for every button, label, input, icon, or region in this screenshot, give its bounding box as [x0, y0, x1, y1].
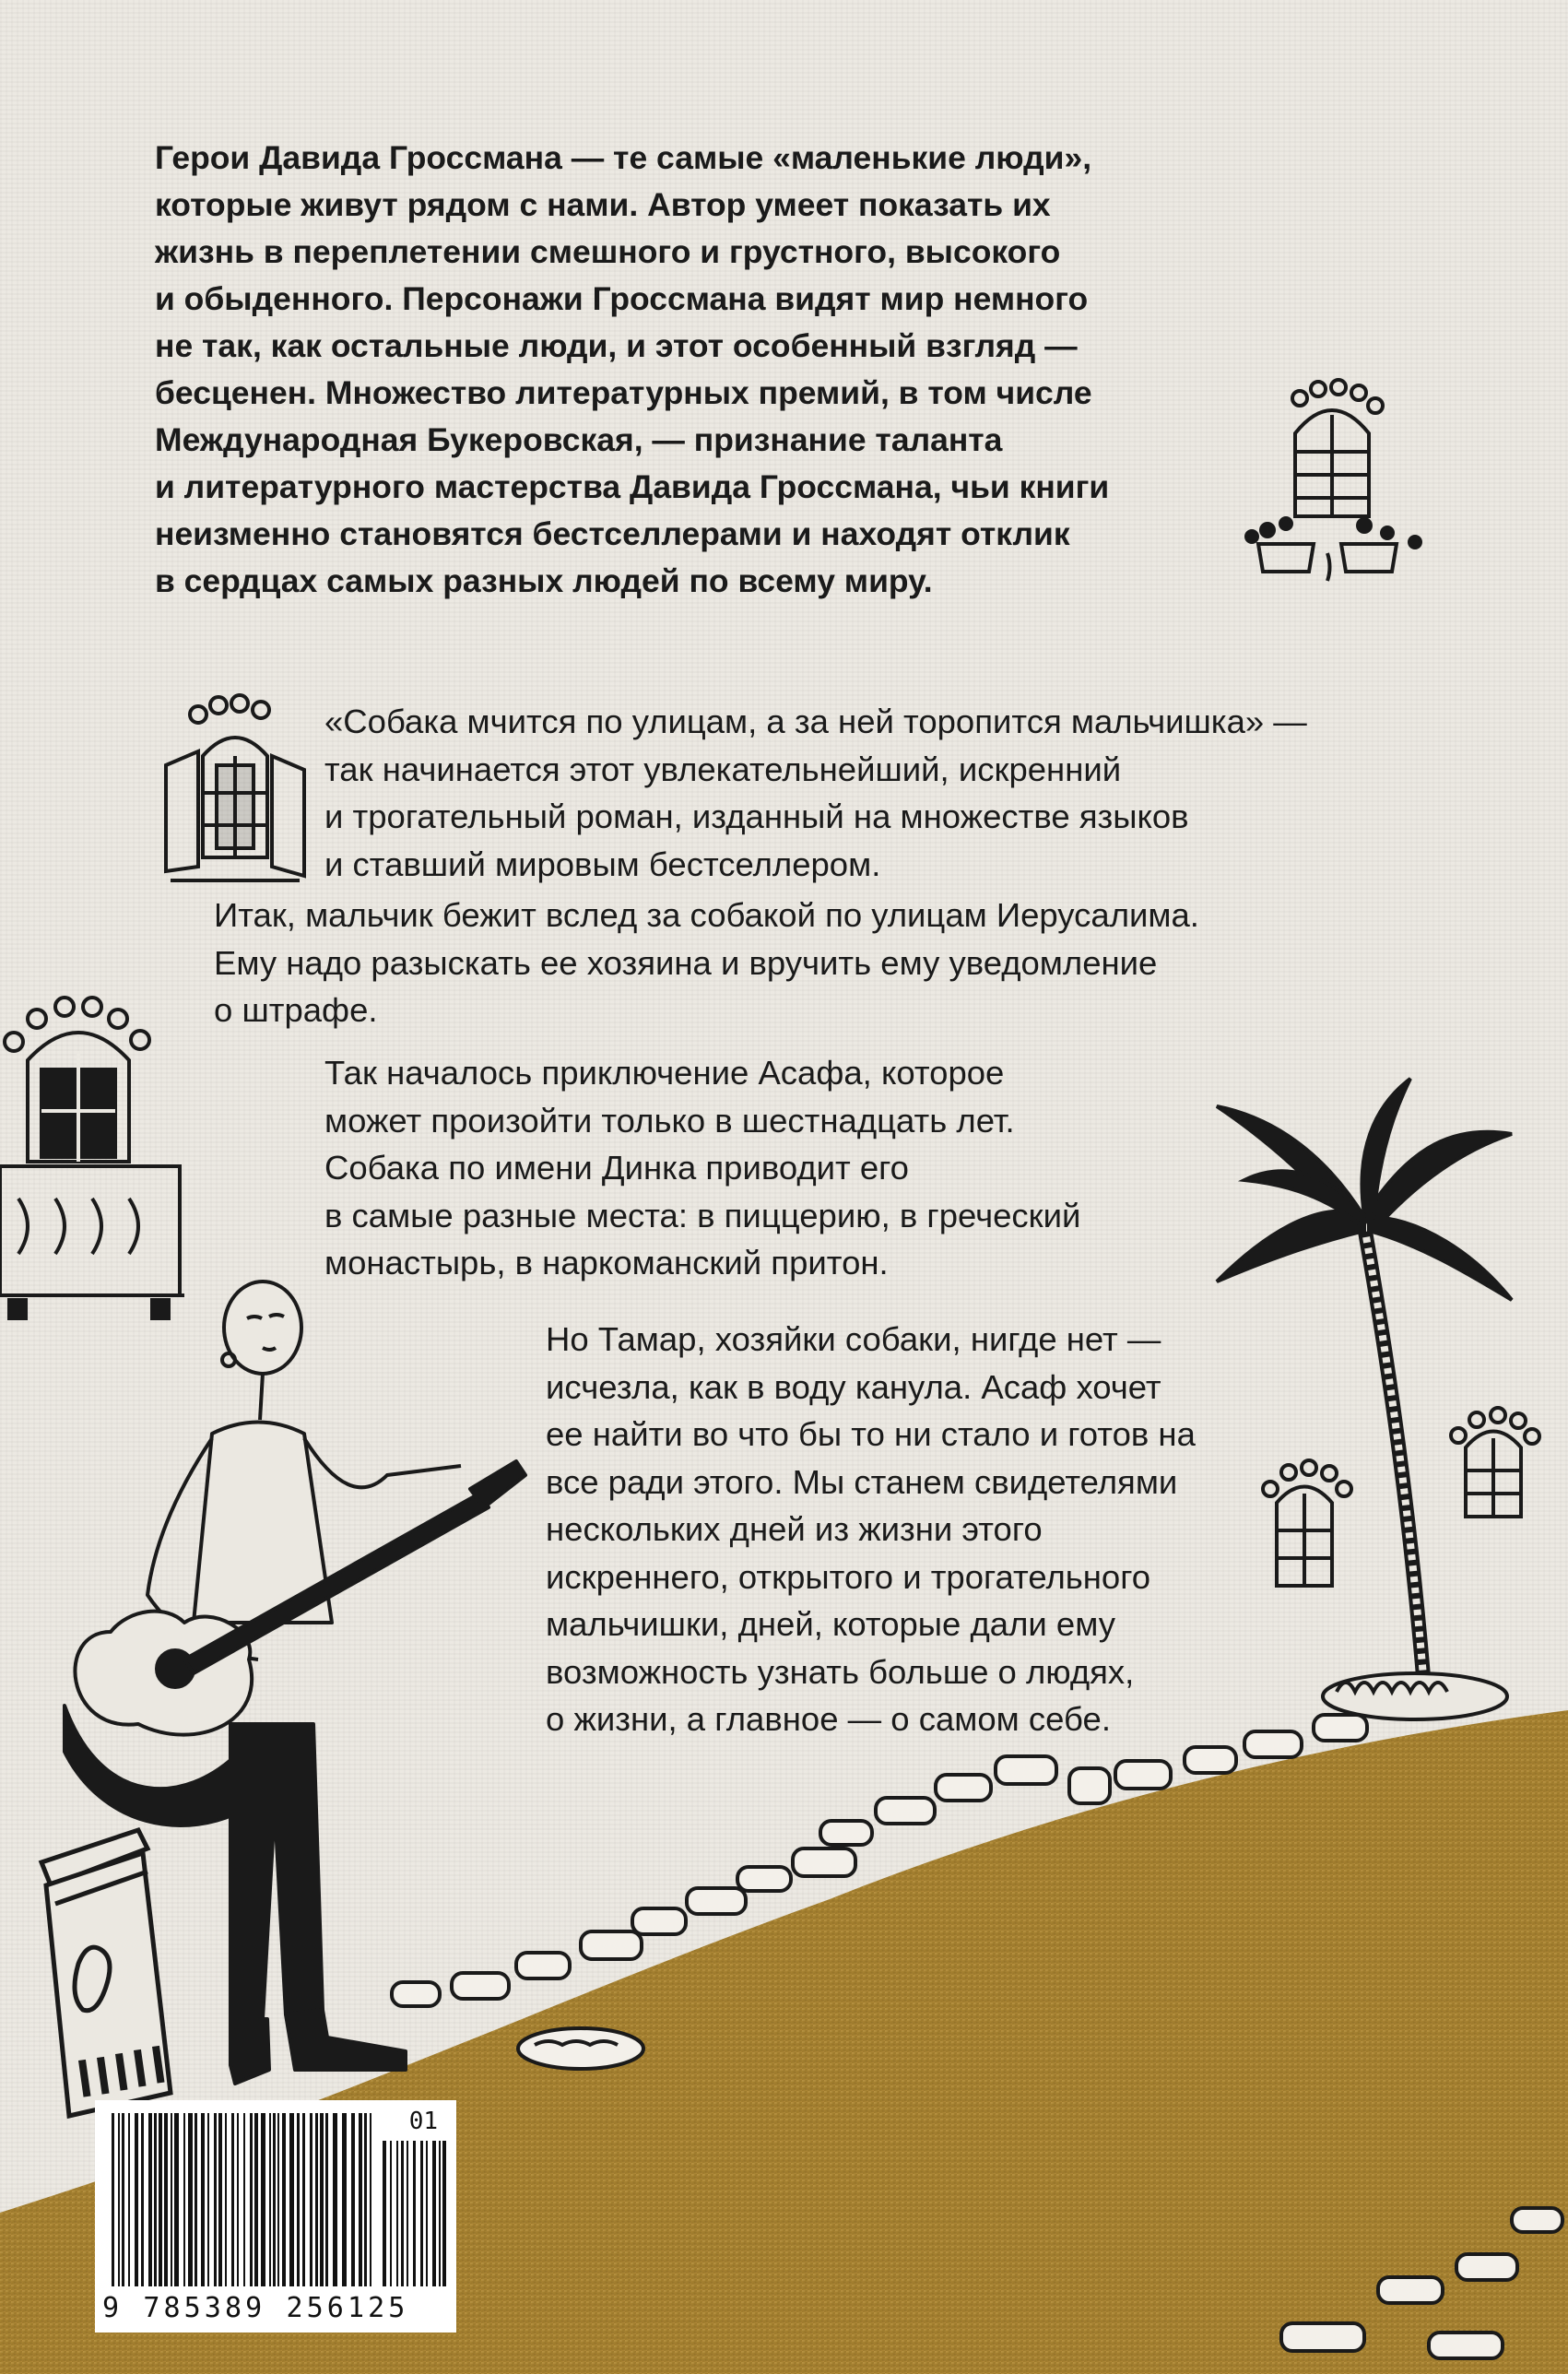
intro-line: и трогательный роман, изданный на множестве языков [324, 797, 1189, 835]
para3-line: монастырь, в наркоманский притон. [324, 1244, 889, 1281]
blurb-line: не так, как остальные люди, и этот особенный взгляд — [155, 327, 1078, 364]
barcode-number: 9 785389 256125 [102, 2292, 409, 2324]
blurb-line: неизменно становятся бестселлерами и находят отклик [155, 515, 1070, 552]
intro-line: так начинается этот увлекательнейший, искренний [324, 750, 1122, 788]
blurb-line: бесценен. Множество литературных премий, в том числе [155, 374, 1092, 411]
guitar-case-bowl-icon [518, 2028, 643, 2069]
para3-line: Так началось приключение Асафа, которое [324, 1054, 1005, 1092]
blurb-line: которые живут рядом с нами. Автор умеет показать их [155, 186, 1051, 223]
window-shutters-icon [166, 695, 304, 880]
blurb-line: жизнь в переплетении смешного и грустного, высокого [155, 233, 1061, 270]
balcony-window-icon [0, 998, 184, 1318]
para3-line: Собака по имени Динка приводит его [324, 1149, 909, 1187]
intro-paragraph [324, 698, 1307, 888]
barcode-addon: 01 [408, 2108, 438, 2135]
para4-line: возможность узнать больше о людях, [546, 1652, 1135, 1691]
trash-bin-icon [41, 1830, 171, 2116]
third-paragraph [324, 1049, 1080, 1287]
blurb-line: Герои Давида Гроссмана — те самые «маленькие люди», [155, 139, 1092, 176]
palm-tree-icon [1217, 1079, 1512, 1719]
para4-line: все ради этого. Мы станем свидетелями [546, 1462, 1178, 1501]
para2-line: Ему надо разыскать ее хозяина и вручить ему уведомление [214, 943, 1158, 982]
para4-line: о жизни, а главное — о самом себе. [546, 1700, 1111, 1738]
para3-line: может произойти только в шестнадцать лет. [324, 1101, 1015, 1140]
blurb-line: и обыденного. Персонажи Гроссмана видят мир немного [155, 280, 1089, 317]
para4-line: Но Тамар, хозяйки собаки, нигде нет — [546, 1320, 1161, 1358]
para2-line: Итак, мальчик бежит вслед за собакой по улицам Иерусалима. [214, 896, 1199, 934]
arched-window-icon [1263, 1460, 1351, 1586]
para4-line: нескольких дней из жизни этого [546, 1510, 1043, 1548]
blurb-line: Международная Букеровская, — признание таланта [155, 421, 1003, 458]
author-blurb [155, 135, 1109, 605]
blurb-line: и литературного мастерства Давида Гроссмана, чьи книги [155, 468, 1110, 505]
fourth-paragraph [546, 1316, 1196, 1743]
para4-line: исчезла, как в воду канула. Асаф хочет [546, 1367, 1161, 1406]
isbn-barcode [95, 2100, 456, 2333]
para2-line: о штрафе. [214, 991, 378, 1029]
para3-line: в самые разные места: в пиццерию, в греческий [324, 1196, 1081, 1234]
intro-line: и ставший мировым бестселлером. [324, 844, 881, 883]
intro-line: «Собака мчится по улицам, а за ней торопится мальчишка» — [324, 703, 1307, 740]
para4-line: ее найти во что бы то ни стало и готов на [546, 1415, 1196, 1453]
blurb-line: в сердцах самых разных людей по всему миру. [155, 562, 933, 599]
window-flowers-icon [1246, 380, 1421, 581]
para4-line: искреннего, открытого и трогательного [546, 1557, 1151, 1596]
para4-line: мальчишки, дней, которые дали ему [546, 1605, 1115, 1643]
second-paragraph [214, 892, 1199, 1034]
arched-window-icon [1451, 1408, 1539, 1517]
